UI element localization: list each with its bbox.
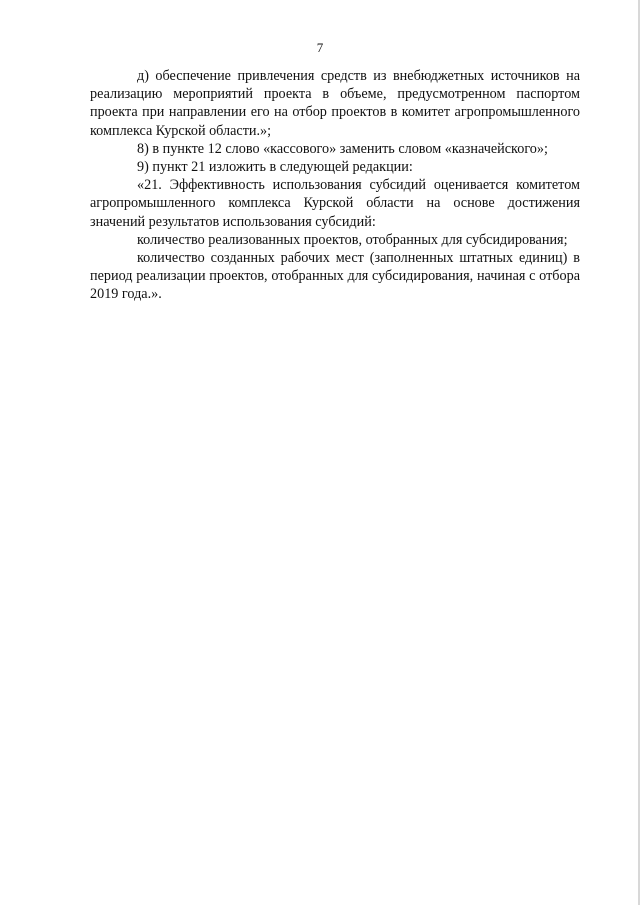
paragraph-clause-21: «21. Эффективность использования субсидий оценивается комитетом агропромышленного комплекса Курской области на основе достижения значений результатов использования субсидий: <box>90 177 580 230</box>
paragraph-indicator-jobs: количество созданных рабочих мест (заполненных штатных единиц) в период реализации проектов, отобранных для субсидирования, начиная с отбора 2019 года.». <box>90 250 580 303</box>
document-body <box>90 67 580 304</box>
paragraph-item-9: 9) пункт 21 изложить в следующей редакции: <box>137 159 413 176</box>
paragraph-indicator-projects: количество реализованных проектов, отобранных для субсидирования; <box>137 231 568 248</box>
paragraph-item-8: 8) в пункте 12 слово «кассового» заменить словом «казначейского»; <box>137 140 548 157</box>
paragraph-subitem-d: д) обеспечение привлечения средств из внебюджетных источников на реализацию мероприятий проекта в объеме, предусмотренном паспортом проекта при направлении его на отбор проектов в комитет агропромышленного комплекса Курской области.»; <box>90 68 580 139</box>
page-number: 7 <box>316 40 324 55</box>
